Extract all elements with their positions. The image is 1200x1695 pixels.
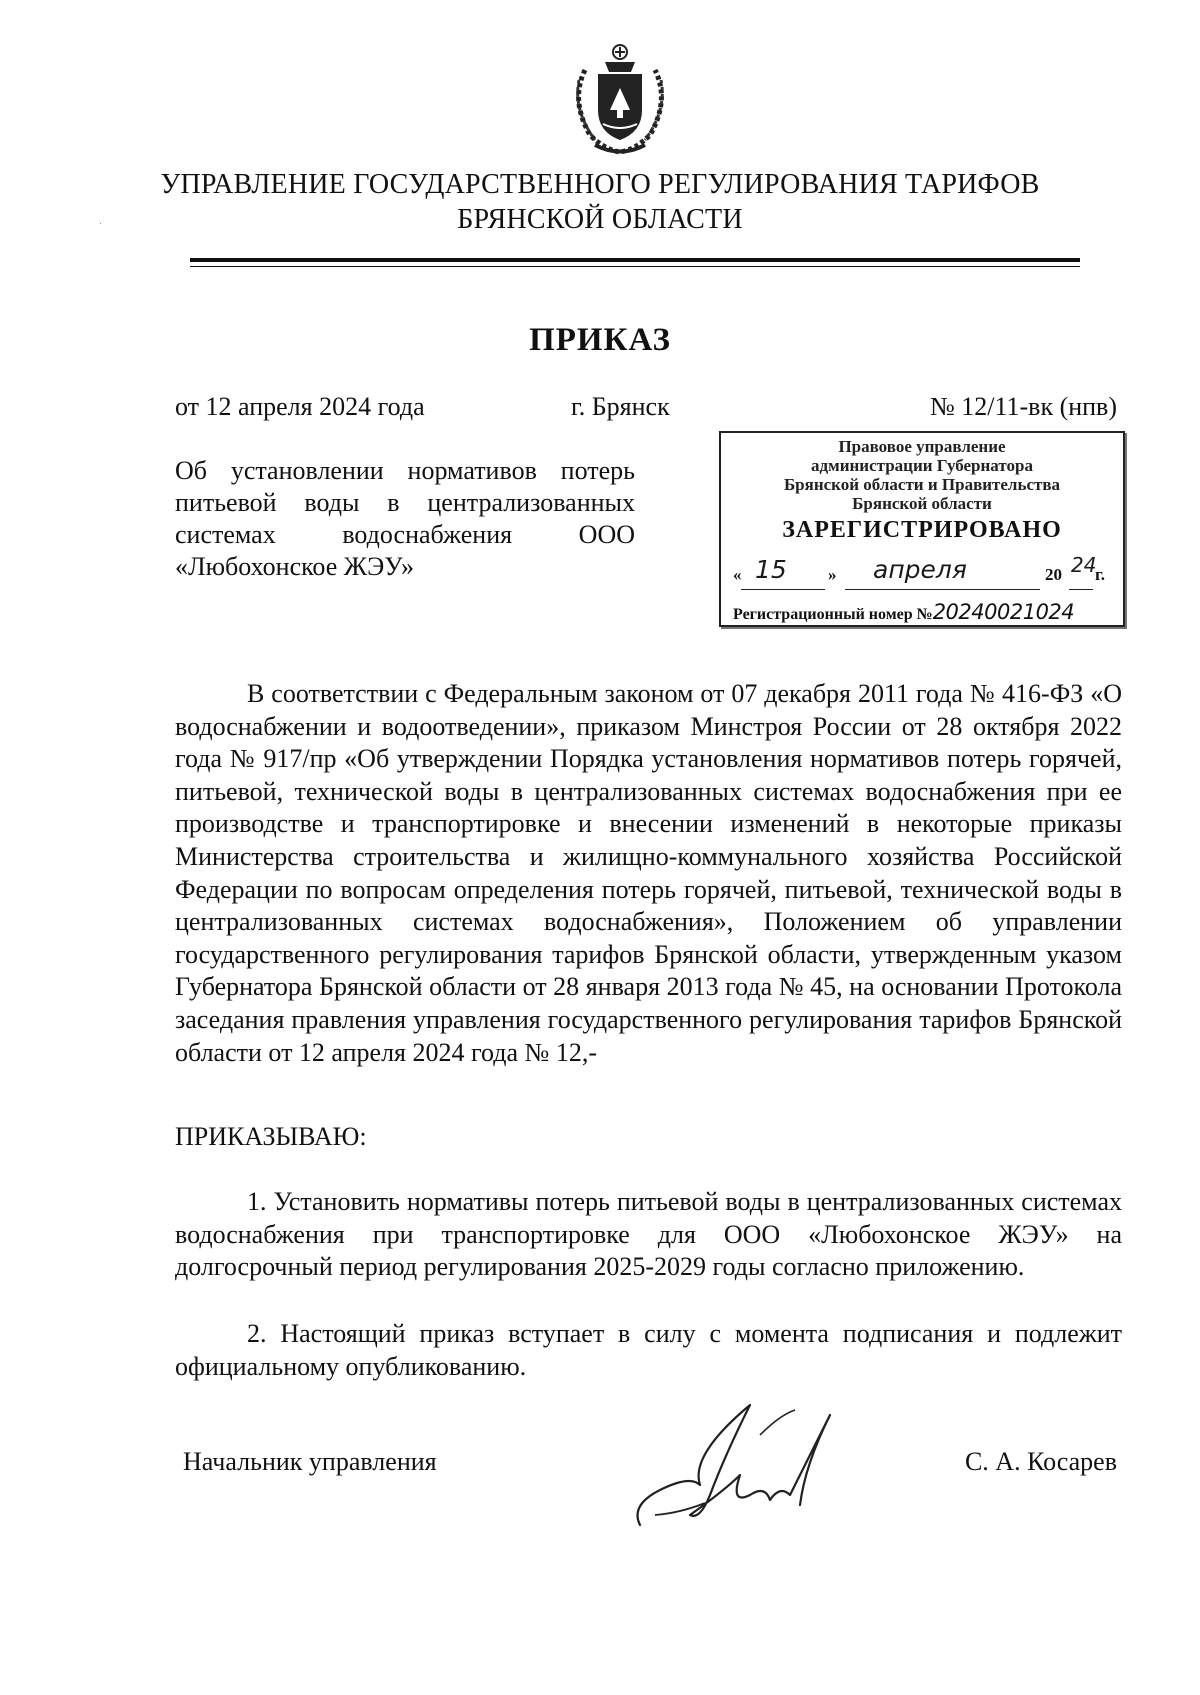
document-title: ПРИКАЗ bbox=[529, 322, 671, 358]
scan-speck bbox=[100, 223, 101, 224]
stamp-year-unit: г. bbox=[1095, 565, 1106, 584]
signatory-name: С. А. Косарев bbox=[964, 1447, 1117, 1476]
stamp-year-underline bbox=[1069, 589, 1093, 590]
order-item-2: 2. Настоящий приказ вступает в силу с момента подписания и подлежит официальному опубликованию. bbox=[175, 1319, 1122, 1381]
stamp-authority-line: администрации Губернатора bbox=[811, 456, 1033, 475]
stamp-quote-close: » bbox=[828, 565, 837, 584]
handwritten-signature bbox=[630, 1395, 860, 1535]
registration-stamp bbox=[719, 431, 1125, 627]
order-date: от 12 апреля 2024 года bbox=[175, 392, 425, 421]
coat-of-arms-emblem bbox=[565, 40, 675, 160]
order-item-1: 1. Установить нормативы потерь питьевой воды в централизованных системах водоснабжения при транспортировке для ООО «Любохонское ЖЭУ» на долгосрочный период регулирования 2025-2029 годы согласно приложению. bbox=[175, 1187, 1122, 1282]
stamp-authority-line: Брянской области bbox=[852, 494, 992, 513]
header-rule-thin bbox=[190, 266, 1080, 267]
stamp-month-underline bbox=[845, 589, 1040, 590]
header-rule-thick bbox=[190, 258, 1080, 262]
signatory-position: Начальник управления bbox=[183, 1447, 437, 1476]
order-directive-heading: ПРИКАЗЫВАЮ: bbox=[175, 1122, 367, 1151]
stamp-authority-line: Правовое управление bbox=[838, 437, 1006, 456]
organization-name-line1: УПРАВЛЕНИЕ ГОСУДАРСТВЕННОГО РЕГУЛИРОВАНИЯ ТАРИФОВ bbox=[160, 169, 1040, 200]
stamp-authority-line: Брянской области и Правительства bbox=[783, 475, 1061, 494]
stamp-year-handwritten: 24 bbox=[1071, 553, 1097, 577]
stamp-reg-number-handwritten: 20240021024 bbox=[932, 600, 1075, 624]
organization-name-line2: БРЯНСКОЙ ОБЛАСТИ bbox=[457, 204, 743, 235]
order-number: № 12/11-вк (нпв) bbox=[929, 392, 1117, 421]
stamp-registered-label: ЗАРЕГИСТРИРОВАНО bbox=[782, 517, 1062, 543]
stamp-quote-open: « bbox=[733, 565, 742, 584]
stamp-reg-label: Регистрационный номер № bbox=[733, 606, 933, 623]
stamp-day-underline bbox=[741, 589, 825, 590]
stamp-registration-number bbox=[733, 600, 1118, 624]
stamp-day-handwritten: 15 bbox=[755, 555, 787, 584]
order-city: г. Брянск bbox=[571, 392, 670, 421]
stamp-month-handwritten: апреля bbox=[873, 555, 967, 584]
stamp-year-prefix: 20 bbox=[1045, 565, 1062, 584]
stamp-date bbox=[733, 553, 1118, 589]
order-subject: Об установлении нормативов потерь питьевой воды в централизованных системах водоснабжения ООО «Любохонское ЖЭУ» bbox=[175, 456, 635, 581]
preamble-paragraph: В соответствии с Федеральным законом от 07 декабря 2011 года № 416-ФЗ «О водоснабжении и водоотведении», приказом Минстроя России от 28 октября 2022 года № 917/пр «Об утверждении Порядка установления нормативов потерь горячей, питьевой, технической воды в централизованных системах водоснабжения при ее производстве и транспортировке и внесении изменений в некоторые приказы Министерства строительства и жилищно-коммунального хозяйства Российской Федерации по вопросам определения потерь горячей, питьевой, технической воды в централизованных системах водоснабжения», Положением об управлении государственного регулирования тарифов Брянской области, утвержденным указом Губернатора Брянской области от 28 января 2013 года № 45, на основании Протокола заседания правления управления государственного регулирования тарифов Брянской области от 12 апреля 2024 года № 12,- bbox=[175, 679, 1122, 1067]
